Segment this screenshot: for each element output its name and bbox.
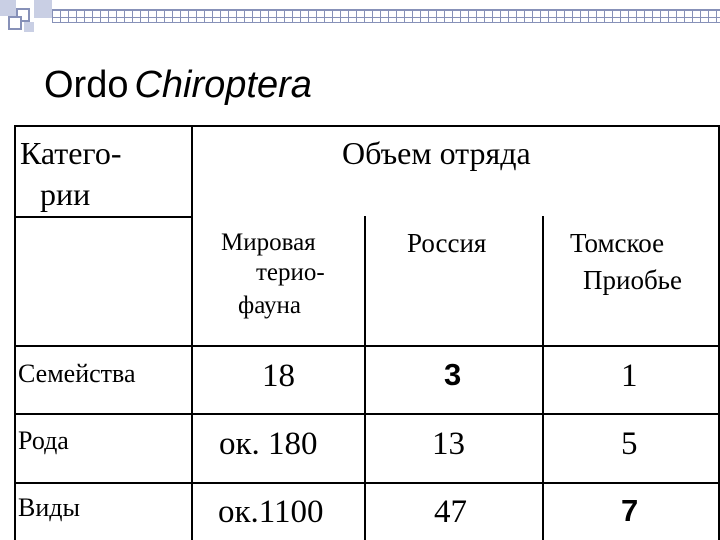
cell-families-tomsk: 1 xyxy=(621,358,638,394)
table-line xyxy=(191,125,193,540)
cell-genera-world: ок. 180 xyxy=(219,426,318,462)
cell-species-world: ок.1100 xyxy=(218,494,324,530)
decor-square xyxy=(24,22,34,32)
category-header-line2: рии xyxy=(40,176,91,212)
row-label-families: Семейства xyxy=(18,359,136,388)
column-header-world-line2: терио- xyxy=(256,259,325,286)
table-border-top xyxy=(14,125,720,127)
table-line xyxy=(14,216,192,218)
decor-checkered-rule xyxy=(52,9,720,23)
table-line xyxy=(14,413,720,415)
title-taxon: Chiroptera xyxy=(134,64,312,106)
decor-square xyxy=(34,0,52,18)
group-header: Объем отряда xyxy=(342,135,531,171)
table-line xyxy=(542,216,544,540)
title-ordo: Ordo xyxy=(44,64,129,106)
cell-genera-russia: 13 xyxy=(432,426,465,462)
table-border-left xyxy=(14,125,16,540)
column-header-world-line3: фауна xyxy=(238,292,302,319)
cell-families-russia: 3 xyxy=(444,357,462,392)
cell-species-tomsk: 7 xyxy=(621,493,639,528)
column-header-tomsk-line1: Томское xyxy=(570,228,665,258)
cell-genera-tomsk: 5 xyxy=(621,426,638,462)
table-line xyxy=(14,345,720,347)
category-header-line1: Катего- xyxy=(20,135,122,171)
row-label-genera: Рода xyxy=(18,426,69,455)
column-header-russia: Россия xyxy=(407,228,487,258)
cell-species-russia: 47 xyxy=(434,494,467,530)
table-line xyxy=(14,482,720,484)
decor-square xyxy=(8,16,22,30)
row-label-species: Виды xyxy=(18,493,80,522)
decor-square xyxy=(0,0,16,16)
column-header-tomsk-line2: Приобье xyxy=(583,265,682,295)
slide-title xyxy=(44,66,312,104)
column-header-world-line1: Мировая xyxy=(221,229,316,256)
table-line xyxy=(364,216,366,540)
cell-families-world: 18 xyxy=(262,358,295,394)
